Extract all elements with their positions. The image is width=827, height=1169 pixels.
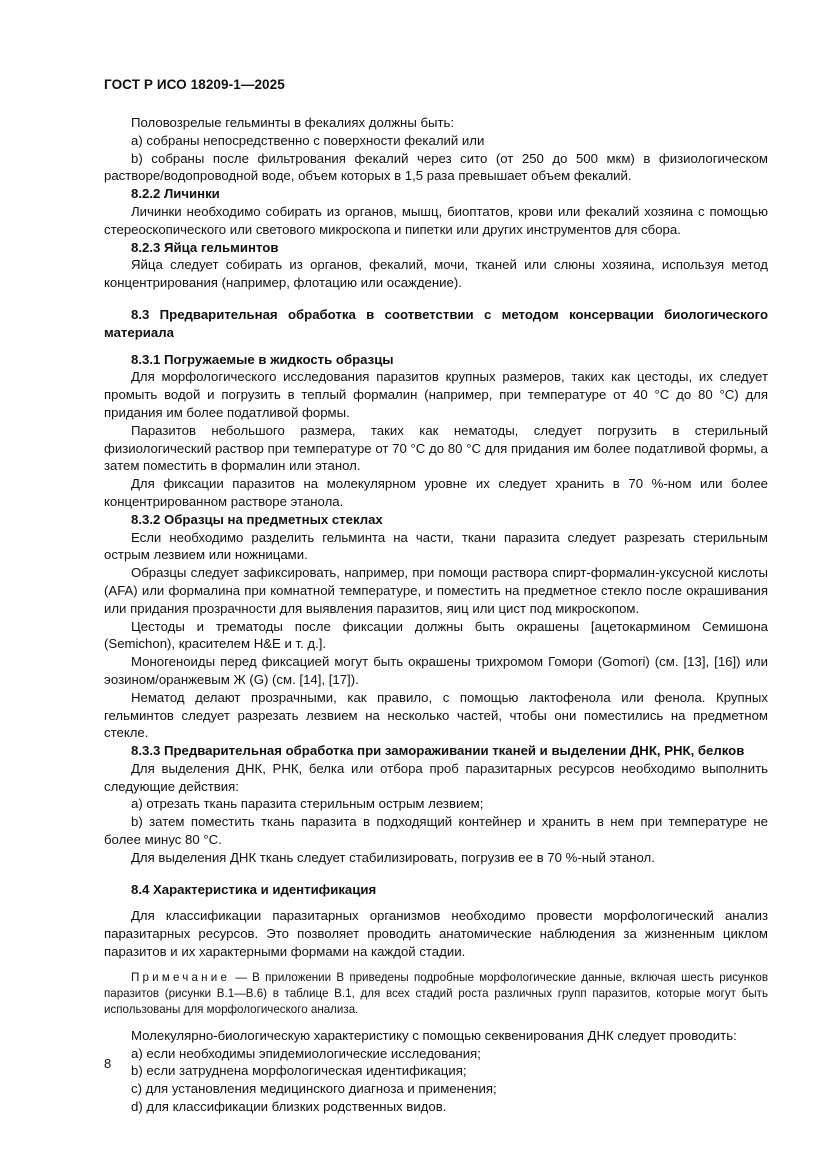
section-heading-8-2-2: 8.2.2 Личинки	[131, 186, 220, 202]
section-heading-8-2-3: 8.2.3 Яйца гельминтов	[131, 239, 279, 255]
paragraph: Образцы следует зафиксировать, например, при помощи раствора спирт-формалин-уксусной кислоты (AFA) или формалина при комнатной температуре, и поместить на предметное стекло после окрашивания или придания прозрачности для выявления паразитов, яиц или цист под микроскопом.	[104, 565, 768, 616]
paragraph: Половозрелые гельминты в фекалиях должны быть:	[131, 115, 455, 130]
list-item: a) отрезать ткань паразита стерильным острым лезвием;	[131, 796, 484, 812]
paragraph: Нематод делают прозрачными, как правило, с помощью лактофенола или фенола. Крупных гельминтов следует разрезать лезвием на несколько частей, чтобы они поместились на предметном стекле.	[104, 689, 768, 741]
document-header: ГОСТ Р ИСО 18209-1—2025	[104, 77, 285, 92]
note-text: — В приложении В приведены подробные морфологические данные, включая шесть рисунков паразитов (рисунки В.1—В.6) в таблице В.1, для всех стадий роста различных групп паразитов, которые могут быть использованы для морфологического анализа.	[104, 970, 768, 1016]
list-item: b) если затруднена морфологическая идентификация;	[131, 1063, 467, 1079]
paragraph: Моногеноиды перед фиксацией могут быть окрашены трихромом Гомори (Gomori) (см. [13], [16]) или эозином/оранжевым Ж (G) (см. [14], [17]).	[104, 654, 768, 687]
note-label: Примечание	[131, 970, 231, 984]
paragraph: Для фиксации паразитов на молекулярном уровне их следует хранить в 70 %-ном или более концентрированном растворе этанола.	[104, 476, 768, 509]
page-number: 8	[104, 1056, 112, 1071]
section-heading-8-4: 8.4 Характеристика и идентификация	[131, 881, 377, 897]
paragraph: Если необходимо разделить гельминта на части, ткани паразита следует разрезать стерильным острым лезвием или ножницами.	[104, 529, 768, 563]
paragraph: Для выделения ДНК ткань следует стабилизировать, погрузив ее в 70 %-ный этанол.	[131, 849, 655, 865]
list-item: b) собраны после фильтрования фекалий через сито (от 250 до 500 мкм) в физиологическом растворе/водопроводной воде, объем которых в 1,5 раза превышает объем фекалий.	[104, 150, 768, 184]
section-heading-8-3-3: 8.3.3 Предварительная обработка при замораживании тканей и выделении ДНК, РНК, белков	[131, 743, 745, 759]
paragraph: Молекулярно-биологическую характеристику с помощью секвенирования ДНК следует проводить:	[131, 1027, 737, 1043]
section-heading-8-3: 8.3 Предварительная обработка в соответствии с методом консервации биологического материала	[104, 306, 768, 340]
section-heading-8-3-2: 8.3.2 Образцы на предметных стеклах	[131, 511, 383, 527]
list-item: b) затем поместить ткань паразита в подходящий контейнер и хранить в нем при температуре не более минус 80 °С.	[104, 814, 768, 848]
list-item: d) для классификации близких родственных видов.	[131, 1099, 447, 1115]
list-item: a) собраны непосредственно с поверхности фекалий или	[131, 132, 485, 148]
paragraph: Личинки необходимо собирать из органов, мышц, биоптатов, крови или фекалий хозяина с помощью стереоскопического или светового микроскопа и пипетки или других инструментов для сбора.	[104, 203, 768, 237]
paragraph: Для выделения ДНК, РНК, белка или отбора проб паразитарных ресурсов необходимо выполнить следующие действия:	[104, 760, 768, 794]
paragraph: Для классификации паразитарных организмов необходимо провести морфологический анализ паразитарных ресурсов. Это позволяет проводить анатомические наблюдения за жизненным циклом паразитов и их характерными формами на каждой стадии.	[104, 908, 768, 960]
page-body	[104, 114, 768, 1116]
list-item: c) для установления медицинского диагноза и применения;	[131, 1081, 497, 1097]
paragraph: Яйца следует собирать из органов, фекалий, мочи, тканей или слюны хозяина, используя метод концентрирования (например, флотацию или осаждение).	[104, 257, 768, 291]
list-item: a) если необходимы эпидемиологические исследования;	[131, 1045, 481, 1061]
section-heading-8-3-1: 8.3.1 Погружаемые в жидкость образцы	[131, 351, 394, 367]
paragraph: Цестоды и трематоды после фиксации должны быть окрашены [ацетокармином Семишона (Semichon), красителем H&E и т. д.].	[104, 618, 768, 652]
paragraph: Для морфологического исследования паразитов крупных размеров, таких как цестоды, их следует промыть водой и погрузить в теплый формалин (например, при температуре от 40 °С до 80 °С) для придания им более податливой формы.	[104, 369, 768, 420]
note	[104, 970, 768, 1018]
paragraph: Паразитов небольшого размера, таких как нематоды, следует погрузить в стерильный физиологический раствор при температуре от 70 °С до 80 °С для придания им более податливой формы, а затем поместить в формалин или этанол.	[104, 422, 768, 474]
